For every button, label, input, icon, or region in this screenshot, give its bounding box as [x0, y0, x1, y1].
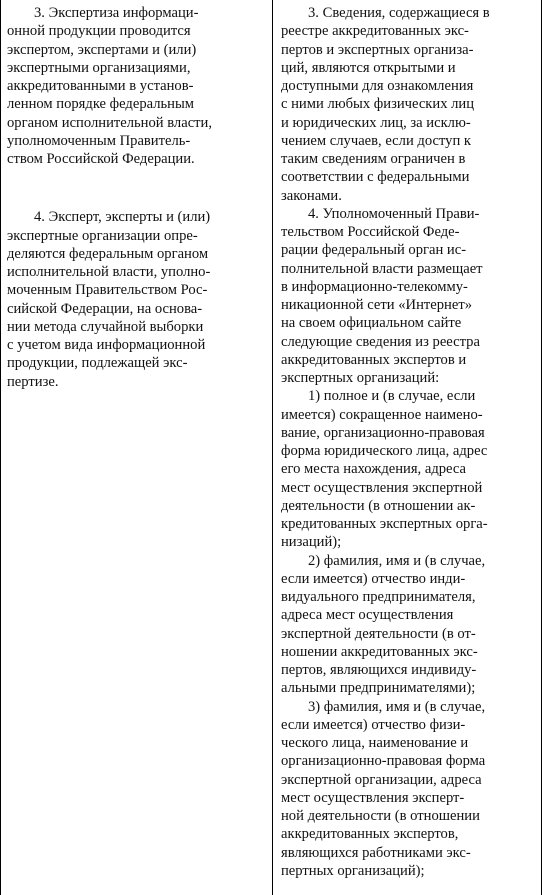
text-line: если имеется) отчество инди-	[281, 570, 466, 587]
text-line: онной продукции проводится	[7, 23, 191, 40]
text-line: полнительной власти размещает	[281, 260, 483, 277]
text-line: нии метода случайной выборки	[7, 318, 204, 335]
text-line: пертных организаций);	[281, 862, 425, 879]
text-line: деляются федеральным органом	[7, 245, 209, 262]
text-line: в информационно-телекомму-	[281, 278, 468, 295]
right-item-3	[281, 698, 537, 881]
text-line: ношении аккредитованных экс-	[281, 643, 478, 660]
text-line: пертов и экспертных организа-	[281, 41, 474, 58]
text-line: аккредитованных экспертов,	[281, 826, 459, 843]
text-line: сийской Федерации, на основа-	[7, 300, 203, 317]
text-line: альными предпринимателями);	[281, 680, 476, 697]
text-line: законами.	[281, 187, 342, 204]
text-line: имеется) сокращенное наимено-	[281, 406, 483, 423]
text-line: ной деятельности (в отношении	[281, 808, 480, 824]
text-line: 3. Сведения, содержащиеся в	[308, 5, 490, 21]
right-paragraph-4	[281, 205, 537, 388]
text-line: моченным Правительством Рос-	[7, 282, 208, 299]
text-line: кредитованных экспертных орга-	[281, 516, 488, 532]
text-line: мест осуществления эксперт-	[281, 789, 465, 806]
text-line: форма юридического лица, адрес	[281, 443, 488, 459]
text-line: деятельности (в отношении ак-	[281, 497, 476, 514]
text-line: следующие сведения из реестра	[281, 333, 480, 350]
text-line: реестре аккредитованных экс-	[281, 23, 469, 40]
text-line: рации федеральный орган ис-	[281, 242, 467, 259]
text-line: 3. Экспертиза информаци-	[34, 5, 199, 21]
text-line: 3) фамилия, имя и (в случае,	[308, 698, 486, 715]
text-line: с ними любых физических лиц	[281, 96, 475, 113]
text-line: видуального предпринимателя,	[281, 589, 476, 605]
right-item-2	[281, 552, 537, 698]
text-line: соответствии с федеральными	[281, 169, 470, 186]
text-line: чением случаев, если доступ к	[281, 132, 471, 149]
text-line: тельством Российской Феде-	[281, 224, 460, 240]
right-paragraph-3	[281, 4, 537, 205]
right-column	[281, 4, 537, 880]
text-line: вание, организационно-правовая	[281, 424, 485, 441]
text-line: 2) фамилия, имя и (в случае,	[308, 552, 486, 569]
text-line: ленном порядке федеральным	[7, 96, 195, 113]
text-line: пертов, являющихся индивиду-	[281, 662, 477, 678]
text-line: продукции, подлежащей экс-	[7, 355, 188, 372]
text-line: аккредитованных экспертов и	[281, 351, 467, 368]
text-line: уполномоченным Правитель-	[7, 132, 191, 149]
text-line: с учетом вида информационной	[7, 337, 206, 353]
left-column	[7, 4, 263, 391]
text-line: аккредитованными в установ-	[7, 78, 194, 94]
text-line: ческого лица, наименование и	[281, 735, 469, 751]
text-line: адреса мест осуществления	[281, 607, 454, 624]
text-line: экспертом, экспертами и (или)	[7, 41, 197, 58]
text-line: ций, являются открытыми и	[281, 59, 456, 76]
text-line: экспертные организации опре-	[7, 227, 198, 244]
text-line: экспертных организаций:	[281, 370, 440, 386]
column-divider	[272, 0, 273, 895]
text-line: организационно-правовая форма	[281, 753, 486, 770]
text-line: ством Российской Федерации.	[7, 151, 195, 167]
text-line: 4. Эксперт, эксперты и (или)	[34, 209, 211, 226]
text-line: таким сведениям ограничен в	[281, 151, 466, 167]
text-line: органом исполнительной власти,	[7, 114, 213, 131]
left-paragraph-3	[7, 4, 263, 168]
text-line: доступными для ознакомления	[281, 78, 474, 94]
text-line: экспертными организациями,	[7, 59, 191, 76]
text-line: если имеется) отчество физи-	[281, 716, 466, 733]
text-line: экспертной организации, адреса	[281, 771, 482, 788]
text-line: никационной сети «Интернет»	[281, 297, 472, 313]
text-line: являющихся работниками экс-	[281, 844, 471, 861]
text-line: экспертной деятельности (в от-	[281, 625, 476, 642]
left-paragraph-4	[7, 208, 263, 391]
text-line: и юридических лиц, за исклю-	[281, 114, 471, 131]
text-line: исполнительной власти, уполно-	[7, 264, 211, 280]
text-line: низаций);	[281, 534, 342, 551]
text-line: 4. Уполномоченный Прави-	[308, 205, 480, 222]
right-item-1	[281, 387, 537, 551]
text-line: 1) полное и (в случае, если	[308, 388, 476, 405]
text-line: его места нахождения, адреса	[281, 461, 467, 478]
text-line: на своем официальном сайте	[281, 315, 462, 332]
text-line: пертизе.	[7, 373, 59, 390]
text-line: мест осуществления экспертной	[281, 479, 483, 496]
